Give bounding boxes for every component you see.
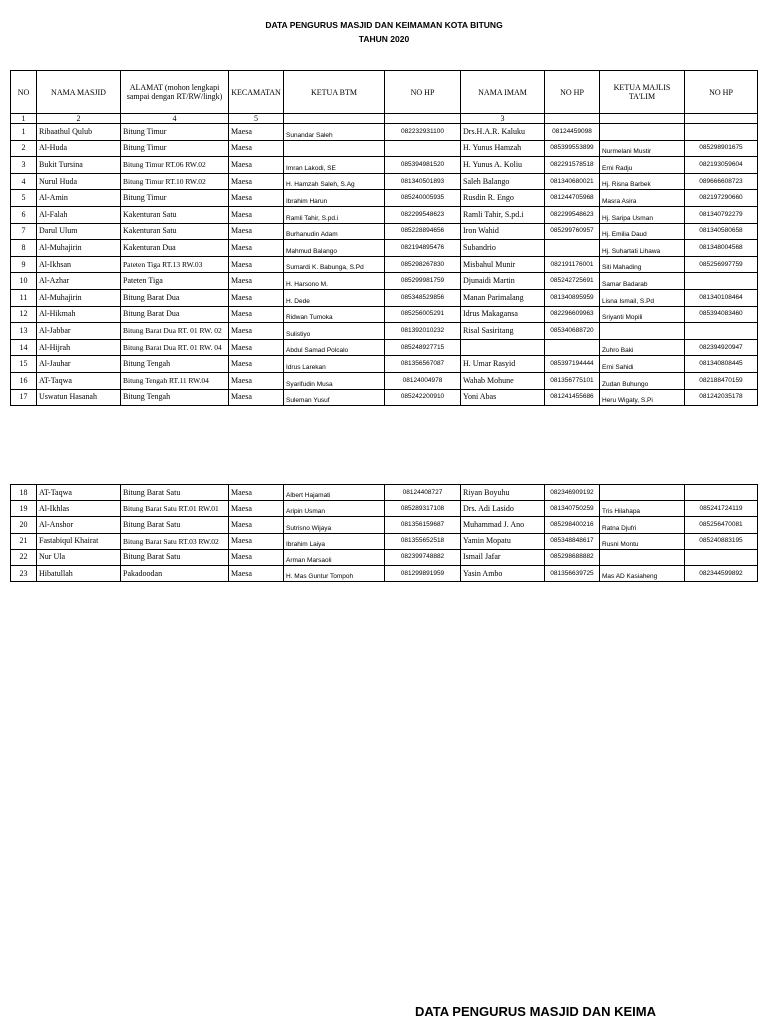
cell-ketua-majlis: Hj. Saripa Usman bbox=[600, 206, 685, 223]
cell-ketua-btm: Syarifudin Musa bbox=[284, 372, 385, 389]
cell-nama-masjid: Al-Ikhsan bbox=[37, 256, 121, 273]
header-no-hp-imam bbox=[545, 114, 600, 124]
cell-ketua-majlis: Hj. Emilia Daud bbox=[600, 223, 685, 240]
cell-no-hp-majlis: 082193059604 bbox=[685, 157, 758, 174]
cell-no-hp-btm: 085394981520 bbox=[385, 157, 461, 174]
cell-no-hp-imam bbox=[545, 240, 600, 257]
cell-alamat: Kakenturan Satu bbox=[121, 223, 229, 240]
cell-no-hp-btm bbox=[385, 140, 461, 157]
cell-no-hp-btm: 08124408727 bbox=[385, 485, 461, 501]
cell-nama-imam: Wahab Mohune bbox=[461, 372, 545, 389]
table-row bbox=[11, 485, 758, 501]
cell-no-hp-imam: 085397194444 bbox=[545, 356, 600, 373]
cell-kecamatan: Maesa bbox=[229, 306, 284, 323]
cell-nama-imam: Misbahul Munir bbox=[461, 256, 545, 273]
header-nama-masjid: NAMA MASJID bbox=[37, 71, 121, 114]
cell-nama-masjid: Fastabiqul Khairat bbox=[37, 533, 121, 549]
cell-kecamatan: Maesa bbox=[229, 533, 284, 549]
cell-nama-masjid: Bukit Tursina bbox=[37, 157, 121, 174]
cell-kecamatan: Maesa bbox=[229, 273, 284, 290]
cell-kecamatan: Maesa bbox=[229, 549, 284, 565]
cell-no-hp-btm: 085248927715 bbox=[385, 339, 461, 356]
cell-no-hp-majlis: 081340108464 bbox=[685, 289, 758, 306]
masjid-table-continued bbox=[10, 484, 758, 582]
table-row bbox=[11, 140, 758, 157]
cell-ketua-btm: H. Dede bbox=[284, 289, 385, 306]
cell-nama-imam: Rusdin R. Engo bbox=[461, 190, 545, 207]
cell-nama-masjid: Al-Hikmah bbox=[37, 306, 121, 323]
cell-no-hp-btm: 085228894656 bbox=[385, 223, 461, 240]
table-row bbox=[11, 565, 758, 581]
cell-no-hp-majlis: 082188470159 bbox=[685, 372, 758, 389]
cell-nama-masjid: Al-Amin bbox=[37, 190, 121, 207]
cell-ketua-majlis: Samar Badarab bbox=[600, 273, 685, 290]
cell-no-hp-imam: 082346909192 bbox=[545, 485, 600, 501]
cell-kecamatan: Maesa bbox=[229, 501, 284, 517]
cell-ketua-btm: Sunandar Saleh bbox=[284, 124, 385, 141]
cell-no-hp-majlis bbox=[685, 124, 758, 141]
cell-alamat: Bitung Timur bbox=[121, 190, 229, 207]
cell-kecamatan: Maesa bbox=[229, 124, 284, 141]
cell-no: 19 bbox=[11, 501, 37, 517]
document-subtitle: TAHUN 2020 bbox=[358, 34, 410, 44]
cell-no: 20 bbox=[11, 517, 37, 533]
cell-alamat: Bitung Barat Dua bbox=[121, 289, 229, 306]
cell-nama-masjid: Nurul Huda bbox=[37, 173, 121, 190]
cell-no-hp-btm: 082299548623 bbox=[385, 206, 461, 223]
cell-alamat: Pakadoodan bbox=[121, 565, 229, 581]
cell-nama-imam: Ramli Tahir, S.pd.i bbox=[461, 206, 545, 223]
cell-kecamatan: Maesa bbox=[229, 323, 284, 340]
cell-no-hp-majlis: 085240883195 bbox=[685, 533, 758, 549]
table-row bbox=[11, 124, 758, 141]
cell-nama-masjid: Al-Jauhar bbox=[37, 356, 121, 373]
cell-nama-masjid: Uswatun Hasanah bbox=[37, 389, 121, 406]
header-kecamatan: KECAMATAN bbox=[229, 71, 284, 114]
cell-kecamatan: Maesa bbox=[229, 517, 284, 533]
cell-no-hp-btm: 085348529856 bbox=[385, 289, 461, 306]
cell-ketua-majlis bbox=[600, 323, 685, 340]
cell-alamat: Bitung Timur bbox=[121, 124, 229, 141]
header-no-hp-btm bbox=[385, 114, 461, 124]
cell-nama-masjid: Al-Falah bbox=[37, 206, 121, 223]
masjid-table bbox=[10, 70, 758, 406]
table-row bbox=[11, 517, 758, 533]
table-row bbox=[11, 256, 758, 273]
cell-ketua-majlis: Masra Asira bbox=[600, 190, 685, 207]
cell-nama-imam: Drs. Adi Lasido bbox=[461, 501, 545, 517]
cell-no-hp-imam: 081241455686 bbox=[545, 389, 600, 406]
table-row bbox=[11, 339, 758, 356]
table-row bbox=[11, 190, 758, 207]
cell-nama-imam: Ismail Jafar bbox=[461, 549, 545, 565]
cell-nama-imam: Subandrio bbox=[461, 240, 545, 257]
header-no-hp-majlis: NO HP bbox=[685, 71, 758, 114]
cell-nama-imam: Risal Sasiritang bbox=[461, 323, 545, 340]
cell-ketua-btm: Arman Marsaoli bbox=[284, 549, 385, 565]
cell-no-hp-btm: 085298267830 bbox=[385, 256, 461, 273]
cell-no-hp-imam: 082191176001 bbox=[545, 256, 600, 273]
header-no: 1 bbox=[11, 114, 37, 124]
cell-no-hp-btm: 082232931100 bbox=[385, 124, 461, 141]
cell-no-hp-imam: 082296609963 bbox=[545, 306, 600, 323]
cell-no-hp-majlis: 085394083460 bbox=[685, 306, 758, 323]
cell-alamat: Bitung Barat Satu bbox=[121, 485, 229, 501]
table-row bbox=[11, 533, 758, 549]
header-no-hp-btm: NO HP bbox=[385, 71, 461, 114]
header-nama-masjid: 2 bbox=[37, 114, 121, 124]
cell-no: 10 bbox=[11, 273, 37, 290]
cell-ketua-majlis bbox=[600, 549, 685, 565]
cell-no-hp-imam: 081244705968 bbox=[545, 190, 600, 207]
cell-alamat: Bitung Barat Satu RT.01 RW.01 bbox=[121, 501, 229, 517]
table-row bbox=[11, 289, 758, 306]
cell-no-hp-imam: 081356775101 bbox=[545, 372, 600, 389]
cell-nama-masjid: Darul Ulum bbox=[37, 223, 121, 240]
cell-no-hp-imam: 081340750259 bbox=[545, 501, 600, 517]
cell-nama-imam: Manan Parimalang bbox=[461, 289, 545, 306]
header-nama-imam: 3 bbox=[461, 114, 545, 124]
cell-kecamatan: Maesa bbox=[229, 190, 284, 207]
cell-kecamatan: Maesa bbox=[229, 289, 284, 306]
cell-no: 14 bbox=[11, 339, 37, 356]
cell-no: 18 bbox=[11, 485, 37, 501]
cell-nama-masjid: Al-Hijrah bbox=[37, 339, 121, 356]
cell-no: 17 bbox=[11, 389, 37, 406]
cell-nama-imam: H. Yunus Hamzah bbox=[461, 140, 545, 157]
cell-kecamatan: Maesa bbox=[229, 240, 284, 257]
cell-nama-imam: H. Yunus A. Koliu bbox=[461, 157, 545, 174]
cell-ketua-btm: H. Hamzah Saleh, S.Ag bbox=[284, 173, 385, 190]
cell-no-hp-btm: 085242200910 bbox=[385, 389, 461, 406]
cell-nama-imam bbox=[461, 339, 545, 356]
cell-nama-masjid: Al-Ikhlas bbox=[37, 501, 121, 517]
cell-alamat: Bitung Barat Satu RT.03 RW.02 bbox=[121, 533, 229, 549]
cell-ketua-btm: Aripin Usman bbox=[284, 501, 385, 517]
cell-ketua-btm: Sutrisno Wijaya bbox=[284, 517, 385, 533]
cell-alamat: Pateten Tiga bbox=[121, 273, 229, 290]
cell-no-hp-majlis: 082197290660 bbox=[685, 190, 758, 207]
cell-nama-imam: Saleh Balango bbox=[461, 173, 545, 190]
header-no-hp-imam: NO HP bbox=[545, 71, 600, 114]
cell-no-hp-imam: 085242725691 bbox=[545, 273, 600, 290]
table-row bbox=[11, 240, 758, 257]
cell-no-hp-majlis: 085241724119 bbox=[685, 501, 758, 517]
cell-no: 2 bbox=[11, 140, 37, 157]
cell-kecamatan: Maesa bbox=[229, 256, 284, 273]
cell-nama-masjid: Al-Anshor bbox=[37, 517, 121, 533]
table-row bbox=[11, 273, 758, 290]
cell-nama-imam: H. Umar Rasyid bbox=[461, 356, 545, 373]
cell-ketua-btm: Abdul Samad Polcalo bbox=[284, 339, 385, 356]
table-row bbox=[11, 501, 758, 517]
cell-nama-imam: Muhammad J. Ano bbox=[461, 517, 545, 533]
cell-nama-masjid: Al-Jabbar bbox=[37, 323, 121, 340]
cell-no: 1 bbox=[11, 124, 37, 141]
cell-alamat: Bitung Barat Satu bbox=[121, 549, 229, 565]
header-ketua-majlis: KETUA MAJLIS TA'LIM bbox=[600, 71, 685, 114]
cell-kecamatan: Maesa bbox=[229, 157, 284, 174]
cell-ketua-btm: Burhanudin Adam bbox=[284, 223, 385, 240]
cell-ketua-btm: Ibrahim Harun bbox=[284, 190, 385, 207]
cell-no-hp-majlis: 089666608723 bbox=[685, 173, 758, 190]
cell-alamat: Bitung Timur RT.06 RW.02 bbox=[121, 157, 229, 174]
cell-no-hp-btm: 085289317108 bbox=[385, 501, 461, 517]
cell-ketua-majlis bbox=[600, 124, 685, 141]
cell-ketua-majlis: Tris Hilahapa bbox=[600, 501, 685, 517]
cell-ketua-btm: Mahmud Balango bbox=[284, 240, 385, 257]
cell-kecamatan: Maesa bbox=[229, 173, 284, 190]
cell-alamat: Kakenturan Satu bbox=[121, 206, 229, 223]
cell-ketua-btm: Suleman Yusuf bbox=[284, 389, 385, 406]
cell-no: 23 bbox=[11, 565, 37, 581]
table-row bbox=[11, 157, 758, 174]
cell-no-hp-imam: 085298400216 bbox=[545, 517, 600, 533]
cell-kecamatan: Maesa bbox=[229, 372, 284, 389]
cell-no-hp-imam: 085399553899 bbox=[545, 140, 600, 157]
cell-no-hp-imam: 082299548623 bbox=[545, 206, 600, 223]
table-row bbox=[11, 306, 758, 323]
header-no-hp-majlis bbox=[685, 114, 758, 124]
cell-no: 9 bbox=[11, 256, 37, 273]
cell-alamat: Bitung Tengah RT.11 RW.04 bbox=[121, 372, 229, 389]
cell-kecamatan: Maesa bbox=[229, 339, 284, 356]
cell-no: 7 bbox=[11, 223, 37, 240]
cell-ketua-majlis: Hj. Suhartati Lihawa bbox=[600, 240, 685, 257]
cell-nama-masjid: Al-Muhajirin bbox=[37, 289, 121, 306]
cell-ketua-btm: Imran Lakodi, SE bbox=[284, 157, 385, 174]
cell-no-hp-btm: 082194895476 bbox=[385, 240, 461, 257]
cell-alamat: Bitung Barat Satu bbox=[121, 517, 229, 533]
header-ketua-btm bbox=[284, 114, 385, 124]
cell-no-hp-majlis bbox=[685, 485, 758, 501]
cell-no-hp-majlis bbox=[685, 549, 758, 565]
cell-no-hp-majlis: 081340792279 bbox=[685, 206, 758, 223]
cell-ketua-majlis: Rusni Montu bbox=[600, 533, 685, 549]
cell-ketua-majlis: Hj. Risna Barbek bbox=[600, 173, 685, 190]
cell-ketua-btm: Sulistiyo bbox=[284, 323, 385, 340]
cell-no-hp-majlis: 082394920947 bbox=[685, 339, 758, 356]
cell-no-hp-majlis: 081348004568 bbox=[685, 240, 758, 257]
cell-no-hp-btm: 081355652518 bbox=[385, 533, 461, 549]
cell-ketua-btm bbox=[284, 140, 385, 157]
cell-no-hp-btm: 081392010232 bbox=[385, 323, 461, 340]
cell-alamat: Kakenturan Dua bbox=[121, 240, 229, 257]
cell-ketua-majlis bbox=[600, 485, 685, 501]
cell-no: 16 bbox=[11, 372, 37, 389]
cell-nama-masjid: Al-Azhar bbox=[37, 273, 121, 290]
cell-no-hp-majlis: 085298901675 bbox=[685, 140, 758, 157]
table-row bbox=[11, 549, 758, 565]
cell-kecamatan: Maesa bbox=[229, 485, 284, 501]
cell-no-hp-imam: 08124459098 bbox=[545, 124, 600, 141]
cell-no: 15 bbox=[11, 356, 37, 373]
cell-kecamatan: Maesa bbox=[229, 223, 284, 240]
cell-ketua-majlis: Lisna Ismail, S.Pd bbox=[600, 289, 685, 306]
cell-alamat: Bitung Timur bbox=[121, 140, 229, 157]
table-row bbox=[11, 206, 758, 223]
cell-no-hp-btm: 081356567087 bbox=[385, 356, 461, 373]
cell-no-hp-btm: 081299891959 bbox=[385, 565, 461, 581]
cell-ketua-btm: Ramli Tahir, S.pd.i bbox=[284, 206, 385, 223]
cell-no-hp-imam: 081340895959 bbox=[545, 289, 600, 306]
cell-nama-imam: Djunaidi Martin bbox=[461, 273, 545, 290]
cell-no-hp-majlis: 081340808445 bbox=[685, 356, 758, 373]
cell-no-hp-btm: 085256005291 bbox=[385, 306, 461, 323]
cell-no-hp-btm: 085240005935 bbox=[385, 190, 461, 207]
table-row bbox=[11, 173, 758, 190]
cell-ketua-btm: Idrus Larekan bbox=[284, 356, 385, 373]
cell-nama-imam: Riyan Boyuhu bbox=[461, 485, 545, 501]
cell-no-hp-imam bbox=[545, 339, 600, 356]
cell-kecamatan: Maesa bbox=[229, 389, 284, 406]
header-ketua-majlis bbox=[600, 114, 685, 124]
cell-no-hp-btm: 081340501893 bbox=[385, 173, 461, 190]
cell-no: 21 bbox=[11, 533, 37, 549]
cell-no-hp-btm: 081356159687 bbox=[385, 517, 461, 533]
cell-ketua-majlis: Heru Wigaty, S.Pi bbox=[600, 389, 685, 406]
cell-kecamatan: Maesa bbox=[229, 356, 284, 373]
cell-nama-imam: Yoni Abas bbox=[461, 389, 545, 406]
cell-alamat: Bitung Timur RT.10 RW.02 bbox=[121, 173, 229, 190]
cell-no-hp-majlis: 085256997759 bbox=[685, 256, 758, 273]
cell-nama-imam: Drs.H.A.R. Kaluku bbox=[461, 124, 545, 141]
cell-ketua-majlis: Zudan Buhungo bbox=[600, 372, 685, 389]
cell-nama-masjid: Ribaathul Qulub bbox=[37, 124, 121, 141]
cell-alamat: Bitung Barat Dua RT. 01 RW. 02 bbox=[121, 323, 229, 340]
cell-ketua-btm: H. Mas Guntur Tompoh bbox=[284, 565, 385, 581]
cell-no-hp-majlis: 081242035178 bbox=[685, 389, 758, 406]
cell-nama-masjid: AT-Taqwa bbox=[37, 485, 121, 501]
cell-ketua-majlis: Mas AD Kasiaheng bbox=[600, 565, 685, 581]
cell-no: 3 bbox=[11, 157, 37, 174]
cell-alamat: Bitung Barat Dua RT. 01 RW. 04 bbox=[121, 339, 229, 356]
cell-no-hp-imam: 081356639725 bbox=[545, 565, 600, 581]
cell-ketua-btm: Ibrahim Laiya bbox=[284, 533, 385, 549]
table-row bbox=[11, 323, 758, 340]
cell-alamat: Bitung Tengah bbox=[121, 356, 229, 373]
cell-no-hp-imam: 081340680021 bbox=[545, 173, 600, 190]
cell-nama-imam: Yamin Mopatu bbox=[461, 533, 545, 549]
cell-no: 4 bbox=[11, 173, 37, 190]
cell-no-hp-majlis: 085256470081 bbox=[685, 517, 758, 533]
cell-nama-masjid: Al-Muhajirin bbox=[37, 240, 121, 257]
cell-ketua-btm: Ridwan Tumoka bbox=[284, 306, 385, 323]
cell-no-hp-imam: 085298688882 bbox=[545, 549, 600, 565]
table-header-row bbox=[11, 114, 758, 124]
cell-no-hp-btm: 08124004978 bbox=[385, 372, 461, 389]
cell-nama-masjid: Al-Huda bbox=[37, 140, 121, 157]
cell-alamat: Pateten Tiga RT.13 RW.03 bbox=[121, 256, 229, 273]
header-alamat: ALAMAT (mohon lengkapi sampai dengan RT/RW/lingk) bbox=[121, 71, 229, 114]
cell-nama-imam: Idrus Makagansa bbox=[461, 306, 545, 323]
cell-ketua-btm: Sumardi K. Babunga, S.Pd bbox=[284, 256, 385, 273]
header-no: NO bbox=[11, 71, 37, 114]
cell-nama-masjid: Nur Ula bbox=[37, 549, 121, 565]
document-title: DATA PENGURUS MASJID DAN KEIMAMAN KOTA BITUNG bbox=[265, 20, 503, 30]
cell-nama-imam: Yasin Ambo bbox=[461, 565, 545, 581]
cell-nama-masjid: Hibatullah bbox=[37, 565, 121, 581]
cell-no-hp-majlis bbox=[685, 273, 758, 290]
table-header-row bbox=[11, 71, 758, 114]
cell-no: 8 bbox=[11, 240, 37, 257]
cell-ketua-majlis: Zuhro Baki bbox=[600, 339, 685, 356]
header-ketua-btm: KETUA BTM bbox=[284, 71, 385, 114]
cell-no-hp-btm: 085299981759 bbox=[385, 273, 461, 290]
cell-no-hp-majlis bbox=[685, 323, 758, 340]
cell-no-hp-imam: 085340688720 bbox=[545, 323, 600, 340]
cell-kecamatan: Maesa bbox=[229, 206, 284, 223]
cell-ketua-btm: H. Harsono M. bbox=[284, 273, 385, 290]
cell-ketua-majlis: Erni Sahidi bbox=[600, 356, 685, 373]
cell-no-hp-imam: 085299760957 bbox=[545, 223, 600, 240]
cell-no: 5 bbox=[11, 190, 37, 207]
cell-ketua-majlis: Sriyanti Mopili bbox=[600, 306, 685, 323]
table-row bbox=[11, 389, 758, 406]
cell-alamat: Bitung Tengah bbox=[121, 389, 229, 406]
cell-ketua-btm: Albert Hajamati bbox=[284, 485, 385, 501]
cell-nama-masjid: AT-Taqwa bbox=[37, 372, 121, 389]
cell-ketua-majlis: Erni Radju bbox=[600, 157, 685, 174]
cell-alamat: Bitung Barat Dua bbox=[121, 306, 229, 323]
cell-nama-imam: Iron Wahid bbox=[461, 223, 545, 240]
cell-no: 11 bbox=[11, 289, 37, 306]
table-row bbox=[11, 372, 758, 389]
header-nama-imam: NAMA IMAM bbox=[461, 71, 545, 114]
cell-no-hp-btm: 082399748882 bbox=[385, 549, 461, 565]
cell-no: 22 bbox=[11, 549, 37, 565]
cell-ketua-majlis: Ratna Djufri bbox=[600, 517, 685, 533]
cell-kecamatan: Maesa bbox=[229, 140, 284, 157]
cell-ketua-majlis: Siti Mahading bbox=[600, 256, 685, 273]
cell-no-hp-majlis: 082344599892 bbox=[685, 565, 758, 581]
cell-ketua-majlis: Nurmelani Mustir bbox=[600, 140, 685, 157]
cell-no-hp-imam: 085348848617 bbox=[545, 533, 600, 549]
cell-no: 6 bbox=[11, 206, 37, 223]
table-row bbox=[11, 356, 758, 373]
cell-kecamatan: Maesa bbox=[229, 565, 284, 581]
cell-no-hp-imam: 082291578518 bbox=[545, 157, 600, 174]
cell-no: 12 bbox=[11, 306, 37, 323]
cell-no-hp-majlis: 081340580658 bbox=[685, 223, 758, 240]
header-alamat: 4 bbox=[121, 114, 229, 124]
next-page-title: DATA PENGURUS MASJID DAN KEIMA bbox=[415, 1004, 656, 1019]
cell-no: 13 bbox=[11, 323, 37, 340]
header-kecamatan: 5 bbox=[229, 114, 284, 124]
table-row bbox=[11, 223, 758, 240]
